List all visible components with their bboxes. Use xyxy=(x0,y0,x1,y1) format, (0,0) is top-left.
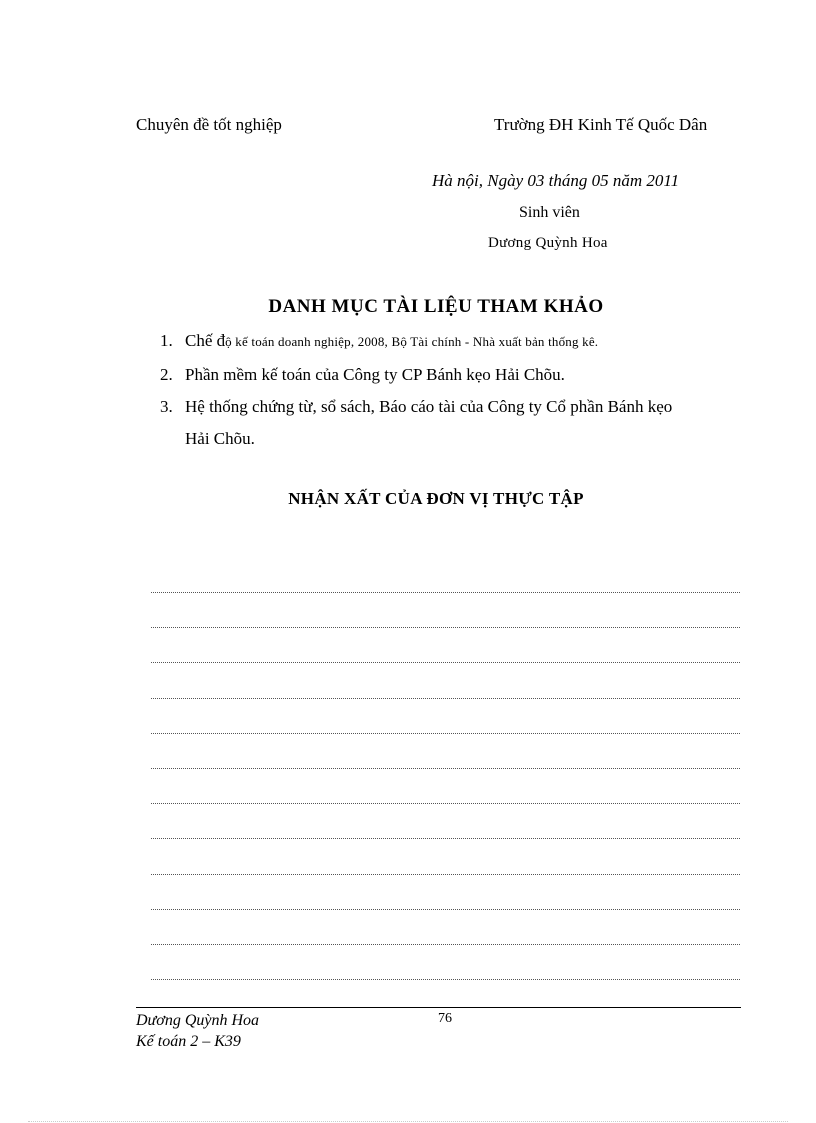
evaluation-line xyxy=(151,768,740,769)
header-university: Trường ĐH Kinh Tế Quốc Dân xyxy=(494,115,708,134)
evaluation-title: NHẬN XẤT CỦA ĐƠN VỊ THỰC TẬP xyxy=(288,489,584,508)
evaluation-line xyxy=(151,838,740,839)
reference-number: 1. xyxy=(160,331,173,350)
evaluation-line xyxy=(151,698,740,699)
evaluation-line xyxy=(151,874,740,875)
signature-role: Sinh viên xyxy=(519,204,580,221)
evaluation-line xyxy=(151,592,740,593)
reference-text-continued: Hải Chõu. xyxy=(185,429,255,448)
footer-class: Kế toán 2 – K39 xyxy=(136,1033,241,1050)
page-number: 76 xyxy=(438,1011,452,1026)
reference-text: Phần mềm kế toán của Công ty CP Bánh kẹo Hải Chõu. xyxy=(185,365,565,384)
signature-date: Hà nội, Ngày 03 tháng 05 năm 2011 xyxy=(432,171,680,190)
evaluation-line xyxy=(151,979,740,980)
header-subject: Chuyên đề tốt nghiệp xyxy=(136,115,282,134)
evaluation-line xyxy=(151,944,740,945)
footer-author: Dương Quỳnh Hoa xyxy=(136,1012,260,1029)
evaluation-line xyxy=(151,627,740,628)
page-edge-dots xyxy=(28,1121,788,1122)
evaluation-line xyxy=(151,662,740,663)
reference-number: 3. xyxy=(160,397,173,416)
signature-name: Dương Quỳnh Hoa xyxy=(488,235,608,251)
evaluation-line xyxy=(151,803,740,804)
references-title: DANH MỤC TÀI LIỆU THAM KHẢO xyxy=(268,296,604,317)
evaluation-line xyxy=(151,733,740,734)
reference-number: 2. xyxy=(160,365,173,384)
reference-text: Hệ thống chứng từ, sổ sách, Báo cáo tài của Công ty Cổ phần Bánh kẹo xyxy=(185,397,673,416)
footer-rule xyxy=(136,1007,741,1008)
evaluation-line xyxy=(151,909,740,910)
reference-text: Chế độ kế toán doanh nghiệp, 2008, Bộ Tài chính - Nhà xuất bản thống kê. xyxy=(185,331,599,350)
